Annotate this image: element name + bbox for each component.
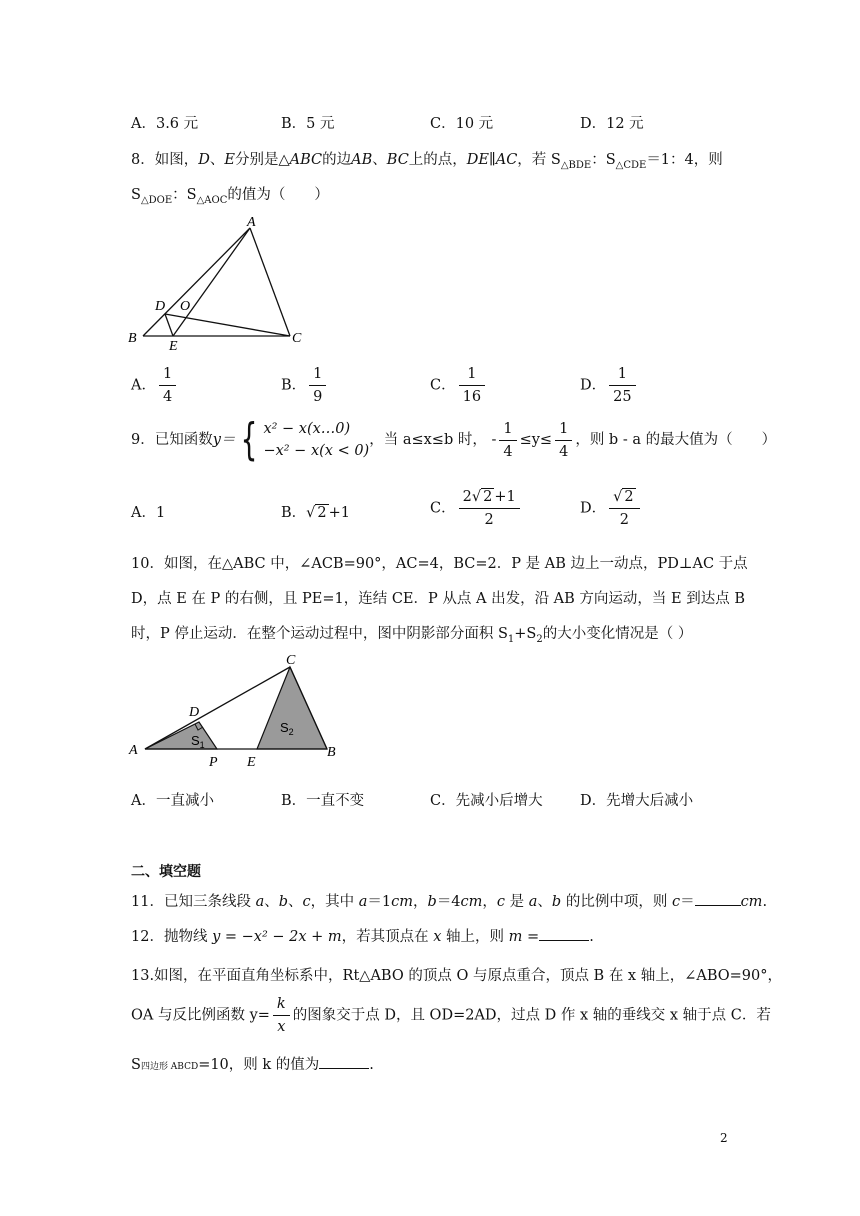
q9-option-b: B．√ 2 +1 — [281, 505, 351, 521]
q8-label-c: C — [292, 331, 302, 346]
q8-label-d: D — [155, 299, 166, 314]
q10-label-s1: $S_1$ — [191, 733, 205, 750]
q10-line1: 10．如图，在△ABC 中，∠ACB=90°，AC=4，BC=2．P 是 AB 边上一动点，PD⊥AC 于点 — [131, 556, 748, 572]
q10-option-b: B．一直不变 — [281, 793, 365, 809]
q9-case-1: x² − x(x…0) — [263, 421, 351, 437]
q9-brace: { — [241, 414, 258, 465]
q12-stem: 12．抛物线 y = −x² − 2x + m，若其顶点在 x 轴上，则 m = . — [131, 925, 594, 946]
q9-option-c: C． $\frac{2√ 2 +1}{2}$ — [430, 487, 523, 530]
q10-label-c: C — [286, 653, 296, 668]
q10-option-c: C．先减小后增大 — [430, 793, 543, 809]
q8-label-o: O — [180, 299, 191, 314]
q8-option-a: A． $\frac{1}{4}$ — [131, 364, 179, 407]
q10-label-p: P — [209, 755, 218, 770]
q10-label-s2: $S_2$ — [280, 720, 294, 737]
q13-line3: S四边形 ABCD=10，则 k 的值为 . — [131, 1053, 374, 1074]
q8-option-b: B． $\frac{1}{9}$ — [281, 364, 329, 407]
section-heading-fill-in: 二、填空题 — [131, 864, 201, 880]
q10-label-e: E — [247, 755, 256, 770]
q8-triangle-figure — [125, 214, 315, 350]
q10-line3: 时，P 停止运动．在整个运动过程中，图中阴影部分面积 $S_1+S_2$的大小变化情况是（ ） — [131, 626, 693, 645]
page-number: 2 — [720, 1131, 728, 1145]
q8-option-c: C． $\frac{1}{16}$ — [430, 364, 488, 407]
q7-option-a: A．3.6 元 — [131, 116, 199, 132]
q7-option-d: D．12 元 — [580, 116, 644, 132]
q10-label-d: D — [189, 705, 200, 720]
q8-label-a: A — [247, 215, 256, 230]
q8-label-e: E — [169, 339, 178, 350]
q11-stem: 11．已知三条线段 a、b、c，其中 a＝1cm，b＝4cm，c 是 a、b 的比例中项，则 c＝ cm. — [131, 890, 767, 911]
q11-answer-blank[interactable] — [695, 891, 741, 906]
q10-triangle-figure — [125, 652, 340, 772]
q10-option-a: A．一直减小 — [131, 793, 214, 809]
q9-case-2: −x² − x(x < 0) — [263, 443, 370, 459]
q7-option-c: C．10 元 — [430, 116, 494, 132]
q13-line2: OA 与反比例函数 y= $\frac{k}{x}$ 的图象交于点 D，且 OD=2AD，过点 D 作 x 轴的垂线交 x 轴于点 C．若 — [131, 996, 771, 1035]
q7-option-b: B．5 元 — [281, 116, 335, 132]
q10-label-a: A — [129, 743, 138, 758]
q9-stem: 9．已知函数y＝ { x² − x(x…0) −x² − x(x < 0)，当 a≤x≤b 时， - $\frac{1}{4}$ ≤y≤ $\frac{1}{4}$ ，则 b - a 的最大值为（ ） — [131, 414, 777, 465]
q8-option-d: D． $\frac{1}{25}$ — [580, 364, 639, 407]
q10-line2: D，点 E 在 P 的右侧，且 PE=1，连结 CE．P 从点 A 出发，沿 AB 方向运动，当 E 到达点 B — [131, 591, 745, 607]
q8-stem-line2: $S_{\triangle DOE}$：$S_{\triangle AOC}$的值为（ ） — [131, 187, 329, 206]
q13-answer-blank[interactable] — [319, 1054, 369, 1069]
q10-option-d: D．先增大后减小 — [580, 793, 694, 809]
q8-stem-line1: 8．如图，D、E分别是△ABC的边AB、BC上的点，DE∥AC，若 $S_{\triangle BDE}$：$S_{\triangle CDE}=1$：4，则 — [131, 152, 723, 171]
q13-line1: 13.如图，在平面直角坐标系中，Rt△ABO 的顶点 O 与原点重合，顶点 B 在 x 轴上，∠ABO=90°， — [131, 968, 783, 984]
q10-label-b: B — [327, 745, 336, 760]
q8-label-b: B — [128, 331, 137, 346]
q9-option-a: A．1 — [131, 505, 166, 521]
q12-answer-blank[interactable] — [539, 926, 589, 941]
q9-option-d: D． $\frac{√ 2}{2}$ — [580, 487, 643, 530]
